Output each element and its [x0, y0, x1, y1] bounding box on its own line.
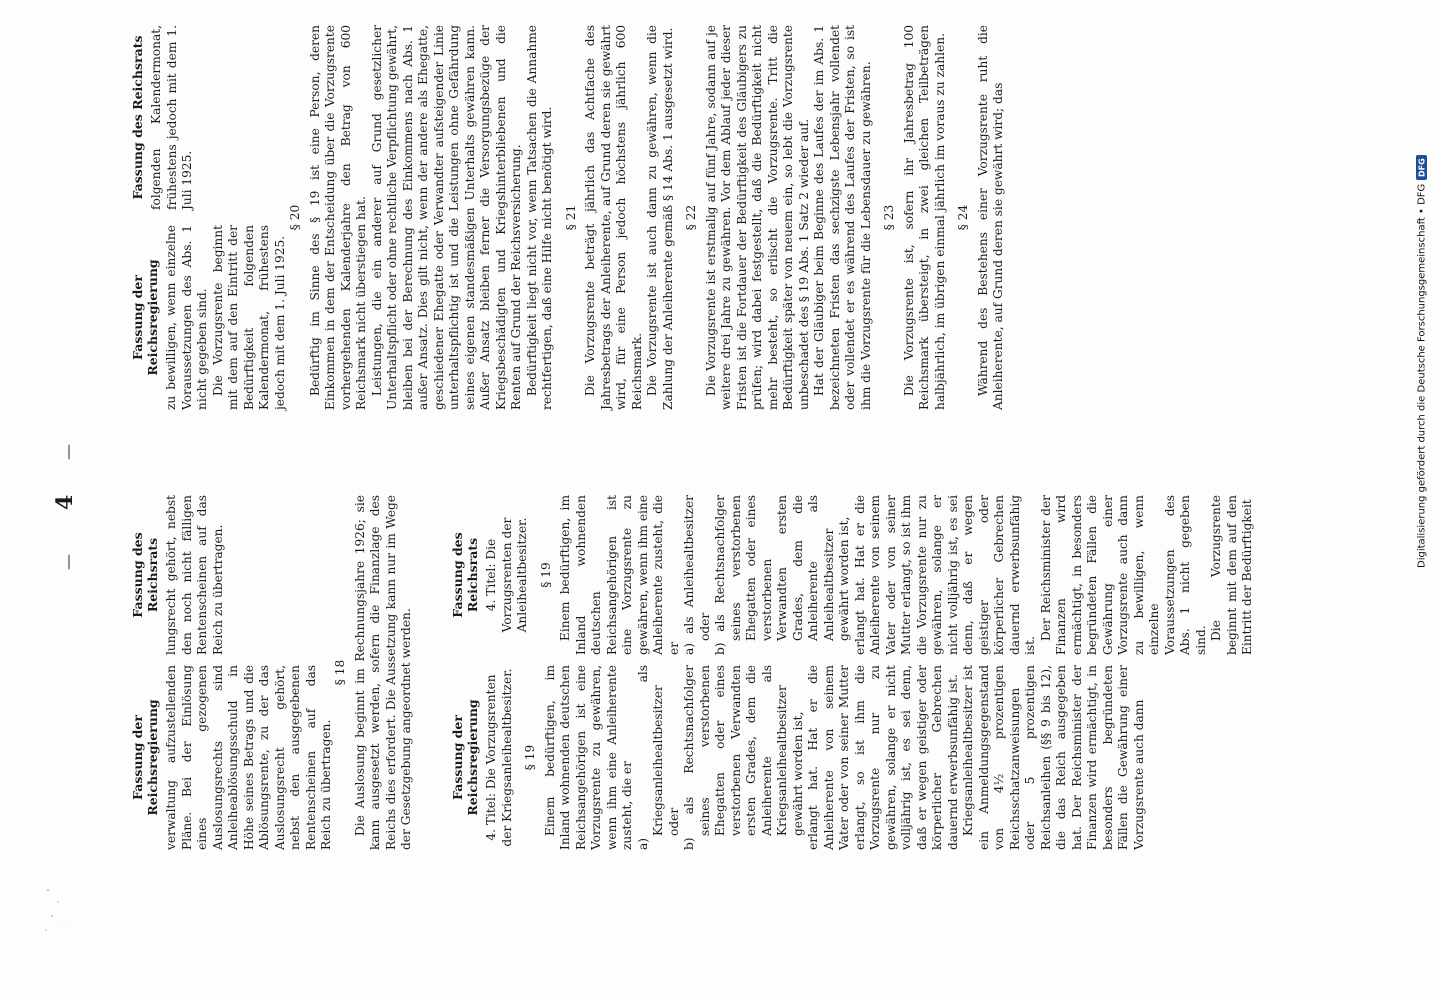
list-item: a) als Kriegsanleihealtbesitzer oder	[635, 665, 681, 850]
sections-20-24	[280, 25, 1007, 410]
paragraph: Der Reichsminister der Finanzen wird ermächtigt, in besonders begründeten Fällen die Gewährung einer Vorzugsrente auch dann zu bewilligen, wenn einzelne Voraussetzungen des Abs. 1 nicht gegeben sind.	[1038, 495, 1208, 655]
paragraph: Einem bedürftigen, im Inland wohnenden deutschen Reichsangehörigen ist eine Vorzugsrente zu gewähren, wenn ihm eine Anleiherente zusteht, die er	[542, 665, 634, 850]
title-heading: 4. Titel: Die Vorzugsrenten der Kriegsanleihealtbesitzer.	[484, 668, 514, 847]
paragraph: zu bewilligen, wenn einzelne Voraussetzungen des Abs. 1 nicht gegeben sind.	[164, 225, 209, 410]
column-reichsregierung-top	[130, 665, 335, 850]
paragraph: Bedürftigkeit liegt nicht vor, wenn Tatsachen die Annahme rechtfertigen, daß eine Hilfe nicht benötigt wird.	[524, 25, 554, 410]
paragraph: Die Vorzugsrente beginnt mit dem auf den Eintritt der Bedürftigkeit folgenden Kalendermonat, frühestens jedoch mit dem 1. Juli 1925.	[210, 225, 287, 410]
paragraph: Die Vorzugsrente ist, sofern ihr Jahresbetrag 100 Reichsmark übersteigt, in zwei gleichen Teilbeträgen halbjährlich, im übrigen einmal jährlich im voraus zu zahlen.	[901, 25, 947, 410]
credit-text: Digitalisierung gefördert durch die Deutsche Forschungsgemeinschaft • DFG	[1416, 183, 1428, 568]
scan-specks	[40, 880, 80, 940]
paragraph: Die Vorzugsrente beträgt jährlich das Achtfache des Jahresbetrags der Anleiherente, auf Grund deren sie gewährt wird, für eine Person jedoch höchstens jährlich 600 Reichsmark.	[583, 25, 644, 410]
column-reichsregierung-title4	[450, 665, 1147, 850]
section-number: § 20	[288, 204, 302, 231]
digitization-credit	[1412, 8, 1432, 568]
section-number: § 18	[333, 659, 347, 686]
section-18	[325, 495, 415, 850]
column-heading: Fassung des Reichsrats	[450, 532, 480, 618]
dfg-logo: DFG	[1417, 155, 1428, 180]
paragraph: Die Vorzugsrente ist erstmalig auf fünf Jahre, sodann auf je weitere drei Jahre zu gewähren. Vor dem Ablauf jeder dieser Fristen ist die Fortdauer der Bedürftigkeit des Gläubigers zu prüfen; wird dabei festgestellt, daß die Bedürftigkeit nicht mehr besteht, so erlischt die Vorzugsrente. Tritt die Bedürftigkeit später von neuem ein, so lebt die Vorzugsrente unbeschadet des § 19 Abs. 1 Satz 2 wieder auf.	[703, 25, 811, 410]
section-number: § 23	[882, 204, 896, 231]
list-item: b) als Rechtsnachfolger seines verstorbenen Ehegatten oder eines verstorbenen Verwandten ersten Grades, dem die Anleiherente als Kriegsanleihealtbesitzer gewährt worden ist,	[682, 665, 805, 850]
column-heading: Fassung der Reichsregierung	[130, 259, 160, 376]
paragraph: Hat der Gläubiger beim Beginne des Laufes der im Abs. 1 bezeichneten Fristen das sechzigste Lebensjahr vollendet oder vollendet er es während des Laufes der Fristen, so ist ihm die Vorzugsrente für die Lebensdauer zu gewähren.	[812, 25, 873, 410]
section-number: § 21	[563, 204, 578, 231]
list-item: a) als Anleihealtbesitzer oder	[682, 495, 712, 655]
section-number: § 19	[538, 562, 553, 588]
paragraph: Leistungen, die ein anderer auf Grund gesetzlicher Unterhaltspflicht oder ohne rechtliche Verpflichtung gewährt, bleiben bei der Berechnung des Einkommens nach Abs. 1 außer Ansatz. Dies gilt nicht, wenn der andere als Ehegatte, geschiedener Ehegatte oder Verwandter aufsteigender Linie unterhaltspflichtig ist und die Leistungen ohne Gefährdung seines eigenen standesmäßigen Unterhalts gewähren kann. Außer Ansatz bleiben ferner die Versorgungsbezüge der Kriegsbeschädigten und Kriegshinterbliebenen und die Renten auf Grund der Reichsversicherung.	[369, 25, 523, 410]
paragraph: Die Vorzugsrente beginnt mit dem auf den Eintritt der Bedürftigkeit	[1209, 495, 1254, 655]
paragraph: Die Vorzugsrente ist auch dann zu gewähren, wenn die Zahlung der Anleiherente gemäß § 14 Abs. 1 ausgesetzt wird.	[645, 25, 675, 410]
section-number: § 19	[523, 744, 537, 771]
section-number: § 24	[956, 204, 970, 231]
paragraph: Bedürftig im Sinne des § 19 ist eine Person, deren Einkommen in dem der Entscheidung über die Vorzugsrente vorhergehenden Kalenderjahre den Betrag von 600 Reichsmark nicht überstiegen hat.	[307, 25, 368, 410]
paragraph: verwaltung aufzustellenden Pläne. Bei der Einlösung eines gezogenen Auslosungsrechts sind Anleiheablösungsschuld in Höhe seines Betrags und die Ablösungsrente, zu der das Auslosungsrecht gehört, nebst den ausgegebenen Rentenscheinen auf das Reich zu übertragen.	[164, 665, 333, 850]
paragraph: Während des Bestehens einer Vorzugsrente ruht die Anleiherente, auf Grund deren sie gewährt wird; das	[975, 25, 1005, 410]
column-heading: Fassung des Reichsrats	[130, 532, 160, 618]
paragraph: folgenden Kalendermonat, frühestens jedoch mit dem 1. Juli 1925.	[149, 25, 194, 210]
dash-right: —	[58, 444, 77, 460]
column-reichsrats-title4	[450, 495, 1256, 655]
paragraph: Kriegsanleihealtbesitzer ist ein Anmeldungsgegenstand von 4½ prozentigen Reichsschatzanweisungen oder 5 prozentigen Reichsanleihen (§§ 9 bis 12), die das Reich ausgegeben hat. Der Reichsminister der Finanzen wird ermächtigt, in besonders begründeten Fällen die Gewährung einer Vorzugsrente auch dann	[961, 665, 1146, 850]
column-reichsrats-top	[130, 495, 226, 655]
paragraph: erlangt hat. Hat er die Anleiherente von seinem Vater oder von seiner Mutter erlangt, so ist ihm die Vorzugsrente nur zu gewähren, solange er nicht volljährig ist, es sei denn, daß er wegen geistiger oder körperlicher Gebrechen dauernd erwerbsunfähig ist.	[852, 495, 1037, 655]
paragraph: lungsrecht gehört, nebst den noch nicht fälligen Rentenscheinen auf das Reich zu übertragen.	[164, 495, 225, 655]
paragraph: Einem bedürftigen, im Inland wohnenden deutschen Reichsangehörigen ist eine Vorzugsrente zu gewähren, wenn ihm eine Anleiherente zusteht, die er	[558, 495, 681, 655]
column-reichsrats-right	[130, 25, 196, 210]
paragraph: erlangt hat. Hat er die Anleiherente von seinem Vater oder von seiner Mutter erlangt, so ist ihm die Vorzugsrente nur zu gewähren, solange er nicht volljährig ist, es sei denn, daß er wegen geistiger oder körperlicher Gebrechen dauernd erwerbsunfähig ist.	[806, 665, 960, 850]
column-heading: Fassung der Reichsregierung	[450, 699, 480, 816]
page-number: 4	[52, 494, 78, 510]
column-reichsregierung-right	[130, 225, 288, 410]
title-heading: 4. Titel: Die Vorzugsrenten der Anleihealtbesitzer.	[484, 517, 529, 633]
column-heading: Fassung der Reichsregierung	[130, 699, 160, 816]
dash-left: —	[58, 554, 77, 570]
paragraph: Die Auslosung beginnt im Rechnungsjahre 1926; sie kann ausgesetzt werden, sofern die Finanzlage des Reichs dies erfordert. Die Aussetzung kann nur im Wege der Gesetzgebung angeordnet werden.	[352, 495, 413, 850]
list-item: b) als Rechtsnachfolger seines verstorbenen Ehegatten oder eines verstorbenen Verwandten ersten Grades, dem die Anleiherente als Anleihealtbesitzer gewährt worden ist,	[713, 495, 851, 655]
column-heading: Fassung des Reichsrats	[130, 35, 145, 200]
section-number: § 22	[684, 204, 698, 231]
